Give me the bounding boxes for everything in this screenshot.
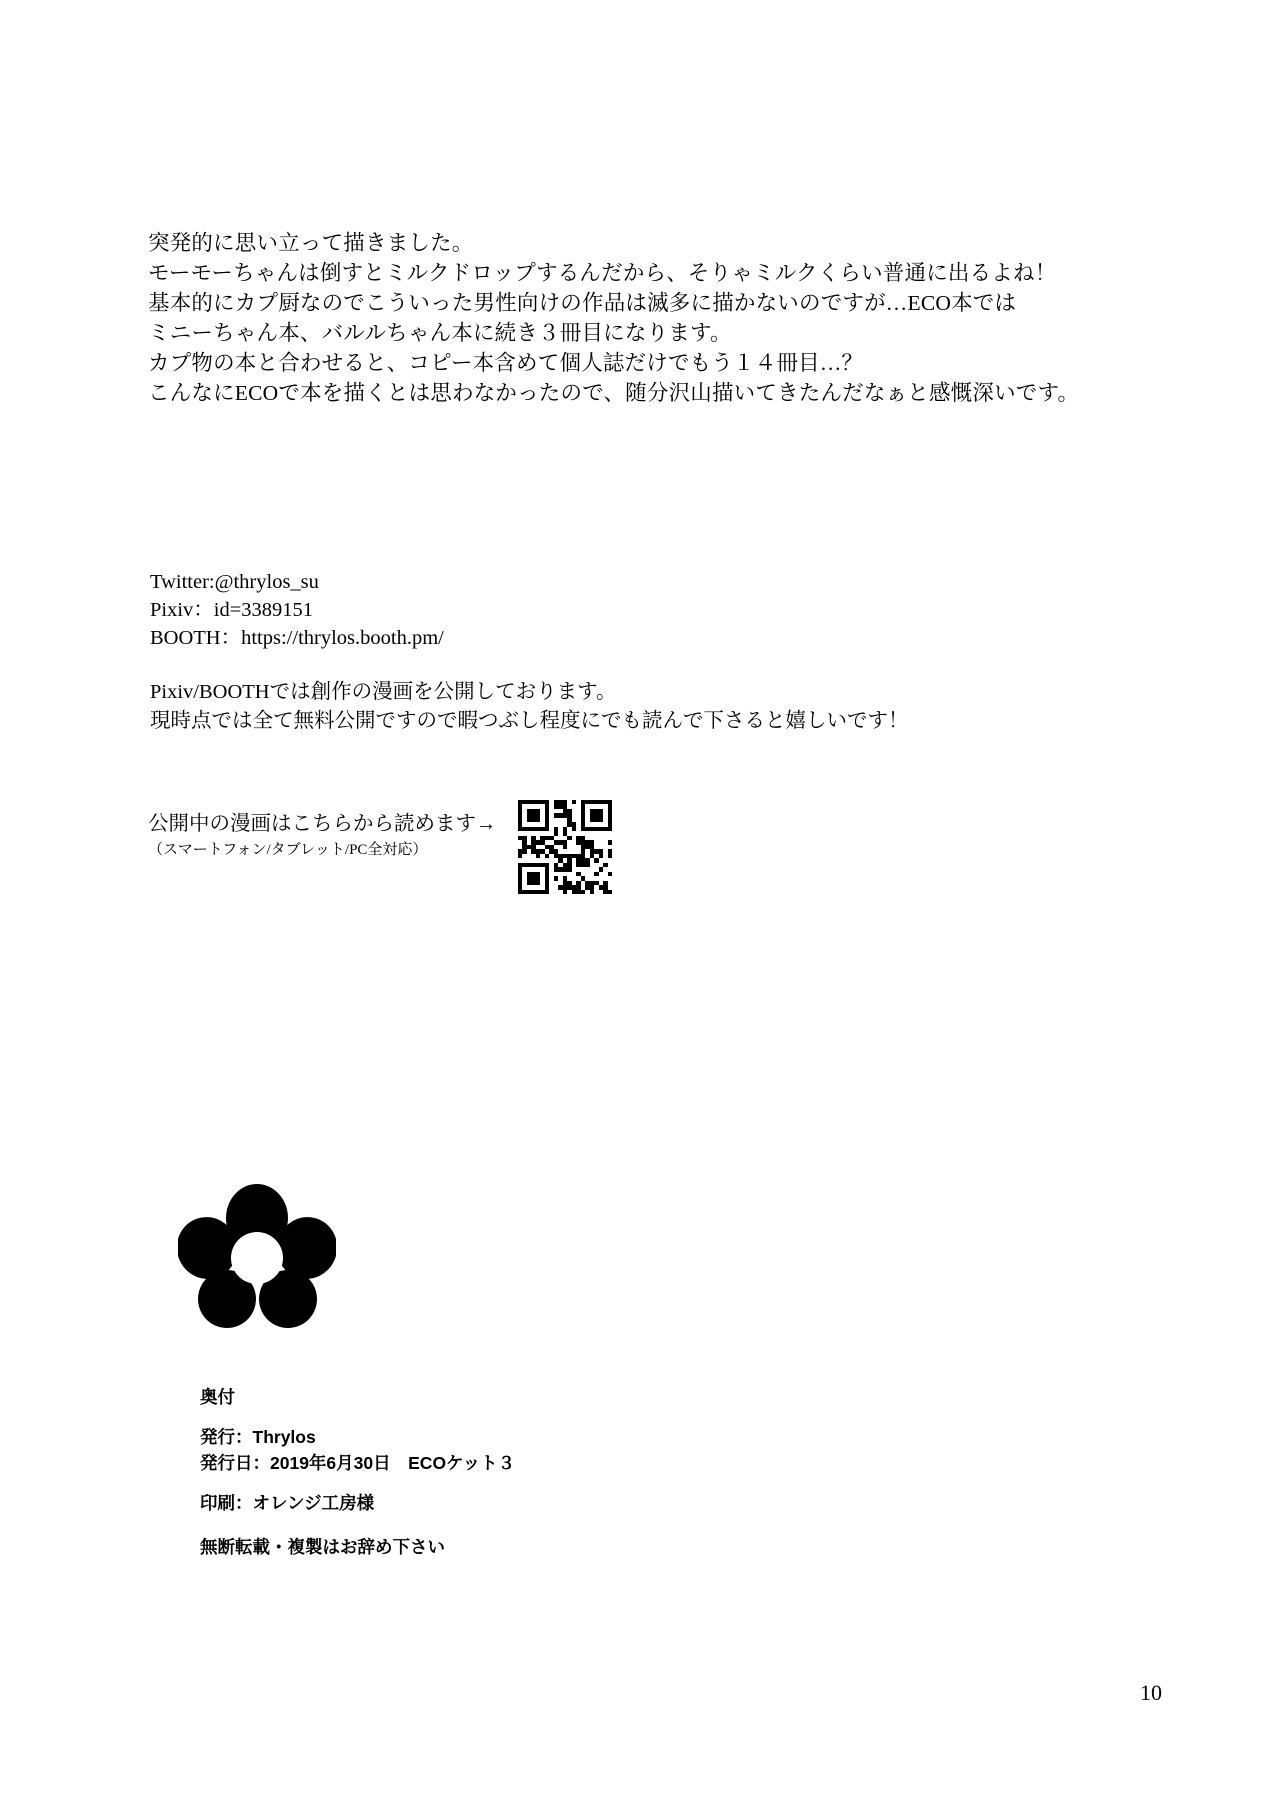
afterword-line: ミニーちゃん本、バルルちゃん本に続き３冊目になります。: [148, 321, 732, 345]
colophon-notice: 無断転載・複製はお辞め下さい: [200, 1537, 445, 1557]
spacer: [200, 1516, 515, 1534]
contact-note-line: 現時点では全て無料公開ですので暇つぶし程度にでも読んで下さると嬉しいです！: [150, 710, 909, 732]
qr-section: [148, 800, 612, 894]
colophon-block: [200, 1384, 515, 1560]
qr-code-icon[interactable]: [518, 800, 612, 894]
spacer: [150, 652, 950, 678]
colophon-date: 発行日：2019年6月30日 ECOケット３: [200, 1453, 516, 1473]
afterword-line: こんなにECOで本を描くとは思わなかったので、随分沢山描いてきたんだなぁと感慨深いです。: [148, 381, 1080, 405]
colophon-printer: 印刷：オレンジ工房様: [200, 1493, 375, 1513]
colophon-publisher: 発行：Thrylos: [200, 1427, 316, 1447]
spacer: [200, 1476, 515, 1490]
flower-logo-icon: [178, 1182, 336, 1330]
contact-block: [150, 568, 950, 736]
twitter-handle: Twitter:@thrylos_su: [150, 571, 319, 593]
contact-note-line: Pixiv/BOOTHでは創作の漫画を公開しております。: [150, 681, 617, 703]
afterword-line: カプ物の本と合わせると、コピー本含めて個人誌だけでもう１４冊目…？: [148, 351, 864, 375]
contact-note: [150, 678, 950, 736]
afterword-line: 突発的に思い立って描きました。: [148, 231, 474, 255]
qr-caption-main: 公開中の漫画はこちらから読めます→: [148, 813, 497, 835]
pixiv-id: Pixiv：id=3389151: [150, 599, 314, 621]
page-number: 10: [1140, 1680, 1162, 1705]
qr-caption: [148, 800, 508, 862]
qr-caption-sub: （スマートフォン/タブレット/PC全対応）: [148, 842, 428, 858]
colophon-heading: 奥付: [200, 1387, 235, 1407]
spacer: [200, 1410, 515, 1424]
booth-url: BOOTH：https://thrylos.booth.pm/: [150, 627, 444, 649]
afterword-text-block: [148, 228, 1148, 408]
afterword-line: 基本的にカプ厨なのでこういった男性向けの作品は滅多に描かないのですが…ECO本では: [148, 291, 1017, 315]
afterword-line: モーモーちゃんは倒すとミルクドロップするんだから、そりゃミルクくらい普通に出るよね！: [148, 261, 1057, 285]
